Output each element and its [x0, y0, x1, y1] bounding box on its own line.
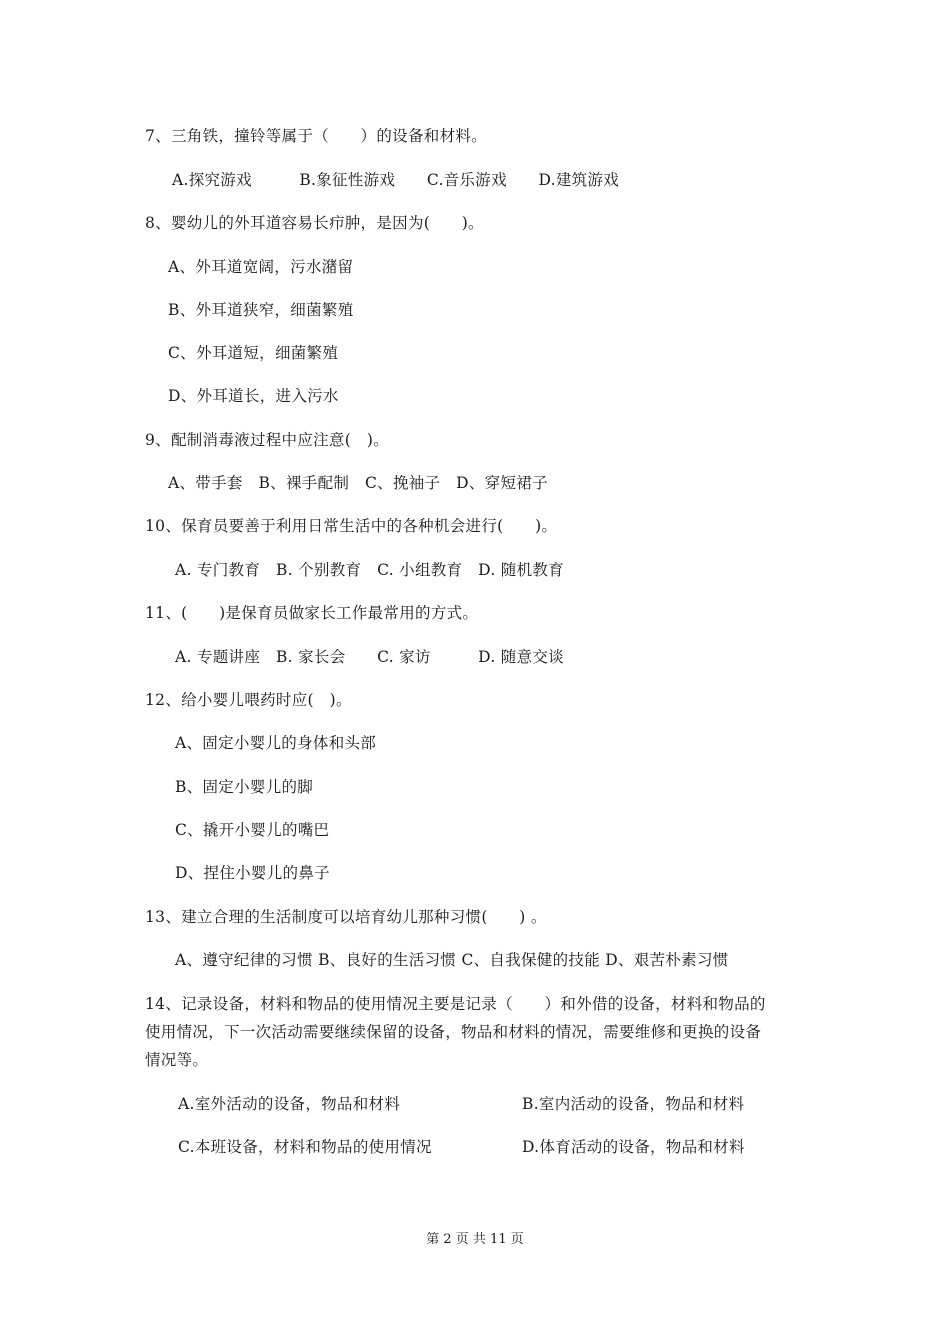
question-9-stem: 9、配制消毒液过程中应注意( )。	[145, 431, 390, 449]
question-8-option-b: B、外耳道狭窄，细菌繁殖	[168, 301, 354, 319]
question-11-stem: 11、( )是保育员做家长工作最常用的方式。	[145, 604, 479, 622]
question-12-option-c: C、撬开小婴儿的嘴巴	[175, 821, 330, 839]
question-8-option-d: D、外耳道长，进入污水	[168, 387, 339, 405]
question-10-options: A. 专门教育 B. 个别教育 C. 小组教育 D. 随机教育	[175, 561, 564, 579]
question-12-option-b: B、固定小婴儿的脚	[175, 778, 314, 796]
question-12-option-a: A、固定小婴儿的身体和头部	[175, 734, 377, 752]
question-14-stem-line-2: 使用情况，下一次活动需要继续保留的设备，物品和材料的情况，需要维修和更换的设备	[145, 1023, 762, 1041]
question-8-option-a: A、外耳道宽阔，污水潴留	[168, 258, 354, 276]
question-8-option-c: C、外耳道短，细菌繁殖	[168, 344, 339, 362]
question-13-stem: 13、建立合理的生活制度可以培育幼儿那种习惯( ) 。	[145, 908, 547, 926]
question-14-option-b: B.室内活动的设备，物品和材料	[522, 1095, 745, 1113]
question-14-option-a: A.室外活动的设备，物品和材料	[178, 1095, 401, 1113]
question-14-stem-line-3: 情况等。	[145, 1051, 209, 1069]
question-12-option-d: D、捏住小婴儿的鼻子	[175, 864, 330, 882]
question-7-options: A.探究游戏 B.象征性游戏 C.音乐游戏 D.建筑游戏	[172, 171, 620, 189]
page-number-footer: 第 2 页 共 11 页	[426, 1232, 524, 1247]
question-12-stem: 12、给小婴儿喂药时应( )。	[145, 691, 352, 709]
question-9-options: A、带手套 B、裸手配制 C、挽袖子 D、穿短裙子	[168, 474, 548, 492]
question-14-option-c: C.本班设备，材料和物品的使用情况	[178, 1138, 432, 1156]
question-14-option-d: D.体育活动的设备，物品和材料	[522, 1138, 745, 1156]
question-8-stem: 8、婴幼儿的外耳道容易长疖肿，是因为( )。	[145, 214, 484, 232]
question-11-options: A. 专题讲座 B. 家长会 C. 家访 D. 随意交谈	[175, 648, 564, 666]
question-14-stem-line-1: 14、记录设备，材料和物品的使用情况主要是记录（ ）和外借的设备，材料和物品的	[145, 995, 766, 1013]
question-10-stem: 10、保育员要善于利用日常生活中的各种机会进行( )。	[145, 517, 558, 535]
question-13-options: A、遵守纪律的习惯 B、良好的生活习惯 C、自我保健的技能 D、艰苦朴素习惯	[175, 951, 729, 969]
question-7-stem: 7、三角铁，撞铃等属于（ ）的设备和材料。	[145, 127, 487, 145]
